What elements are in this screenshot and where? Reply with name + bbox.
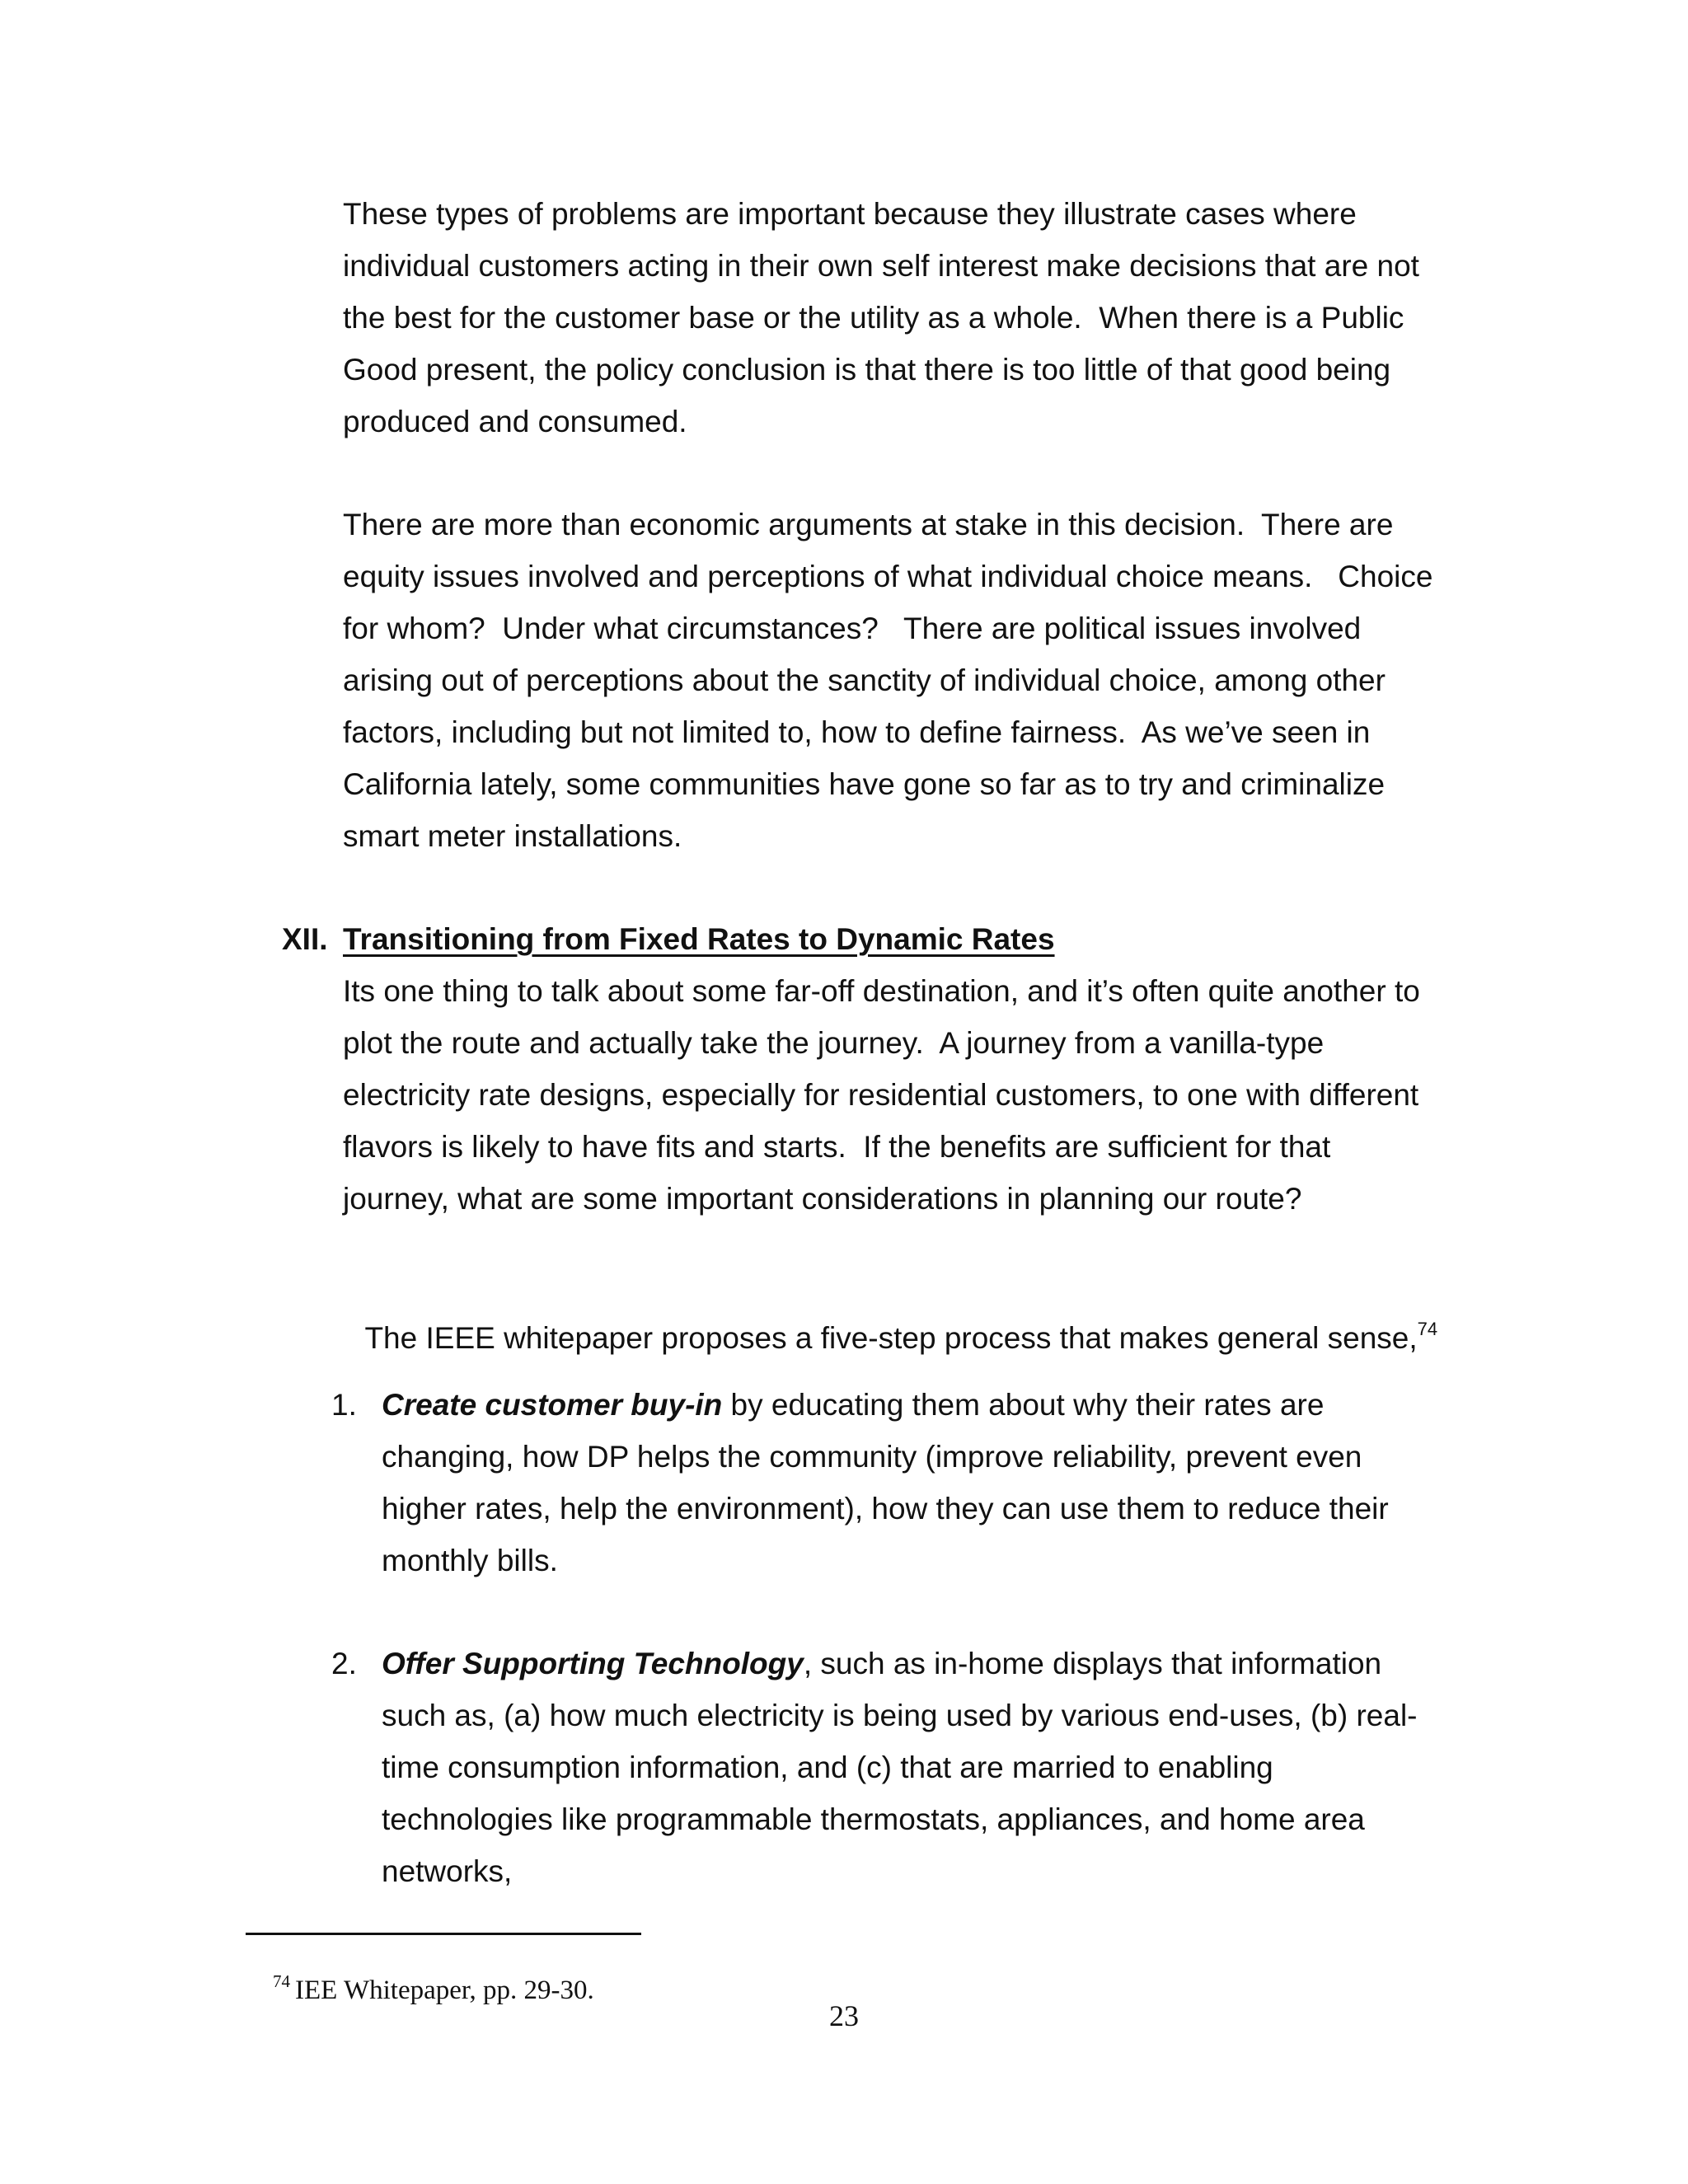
page-number: 23 bbox=[829, 1999, 859, 2032]
paragraph-line: California lately, some communities have gone so far as to try and criminalize bbox=[343, 767, 1386, 801]
section-number: XII. bbox=[282, 922, 328, 956]
paragraph-line: Its one thing to talk about some far-off destination, and it’s often quite another to bbox=[343, 974, 1420, 1008]
paragraph-line: the best for the customer base or the utility as a whole. When there is a Public bbox=[343, 301, 1404, 335]
list-item-first-line bbox=[382, 1646, 1381, 1682]
list-item-line: higher rates, help the environment), how they can use them to reduce their bbox=[382, 1492, 1389, 1526]
list-item-number: 1. bbox=[331, 1388, 357, 1422]
footnote-text: IEE Whitepaper, pp. 29-30. bbox=[295, 1975, 594, 2005]
list-item-line: time consumption information, and (c) that are married to enabling bbox=[382, 1750, 1273, 1784]
footnote-mark: 74 bbox=[273, 1971, 290, 1991]
list-item-first-line bbox=[382, 1387, 1324, 1423]
footnote-separator bbox=[246, 1933, 641, 1935]
paragraph-line: These types of problems are important because they illustrate cases where bbox=[343, 197, 1357, 231]
paragraph-line: produced and consumed. bbox=[343, 405, 687, 438]
list-item-lead: Create customer buy-in bbox=[382, 1388, 723, 1422]
list-item-line: such as, (a) how much electricity is being used by various end-uses, (b) real- bbox=[382, 1699, 1418, 1732]
list-item-text: by educating them about why their rates are bbox=[722, 1388, 1325, 1422]
paragraph-line: equity issues involved and perceptions of what individual choice means. Choice bbox=[343, 560, 1433, 593]
paragraph-line: for whom? Under what circumstances? There are political issues involved bbox=[343, 612, 1362, 645]
intro-text: The IEEE whitepaper proposes a five-step process that makes general sense, bbox=[364, 1321, 1418, 1355]
footnote-reference: 74 bbox=[1417, 1319, 1438, 1339]
list-item-number: 2. bbox=[331, 1647, 357, 1680]
paragraph-line: flavors is likely to have fits and starts. If the benefits are sufficient for that bbox=[343, 1130, 1331, 1164]
intro-sentence bbox=[331, 1284, 1437, 1397]
paragraph-line: electricity rate designs, especially for residential customers, to one with different bbox=[343, 1078, 1419, 1112]
paragraph-line: journey, what are some important considerations in planning our route? bbox=[343, 1182, 1302, 1216]
paragraph-line: individual customers acting in their own self interest make decisions that are not bbox=[343, 249, 1419, 283]
paragraph-line: plot the route and actually take the journey. A journey from a vanilla-type bbox=[343, 1026, 1325, 1060]
list-item-line: monthly bills. bbox=[382, 1544, 558, 1577]
list-item-line: changing, how DP helps the community (improve reliability, prevent even bbox=[382, 1440, 1362, 1474]
paragraph-line: There are more than economic arguments at stake in this decision. There are bbox=[343, 508, 1394, 541]
list-item-line: networks, bbox=[382, 1854, 513, 1888]
list-item-lead: Offer Supporting Technology bbox=[382, 1647, 804, 1680]
paragraph-line: smart meter installations. bbox=[343, 819, 682, 853]
list-item-text: , such as in-home displays that information bbox=[803, 1647, 1382, 1680]
list-item-line: technologies like programmable thermostats, appliances, and home area bbox=[382, 1802, 1365, 1836]
paragraph-line: Good present, the policy conclusion is that there is too little of that good being bbox=[343, 353, 1391, 387]
paragraph-line: arising out of perceptions about the sanctity of individual choice, among other bbox=[343, 663, 1386, 697]
section-title: Transitioning from Fixed Rates to Dynamic Rates bbox=[343, 922, 1055, 956]
paragraph-line: factors, including but not limited to, how to define fairness. As we’ve seen in bbox=[343, 715, 1371, 749]
